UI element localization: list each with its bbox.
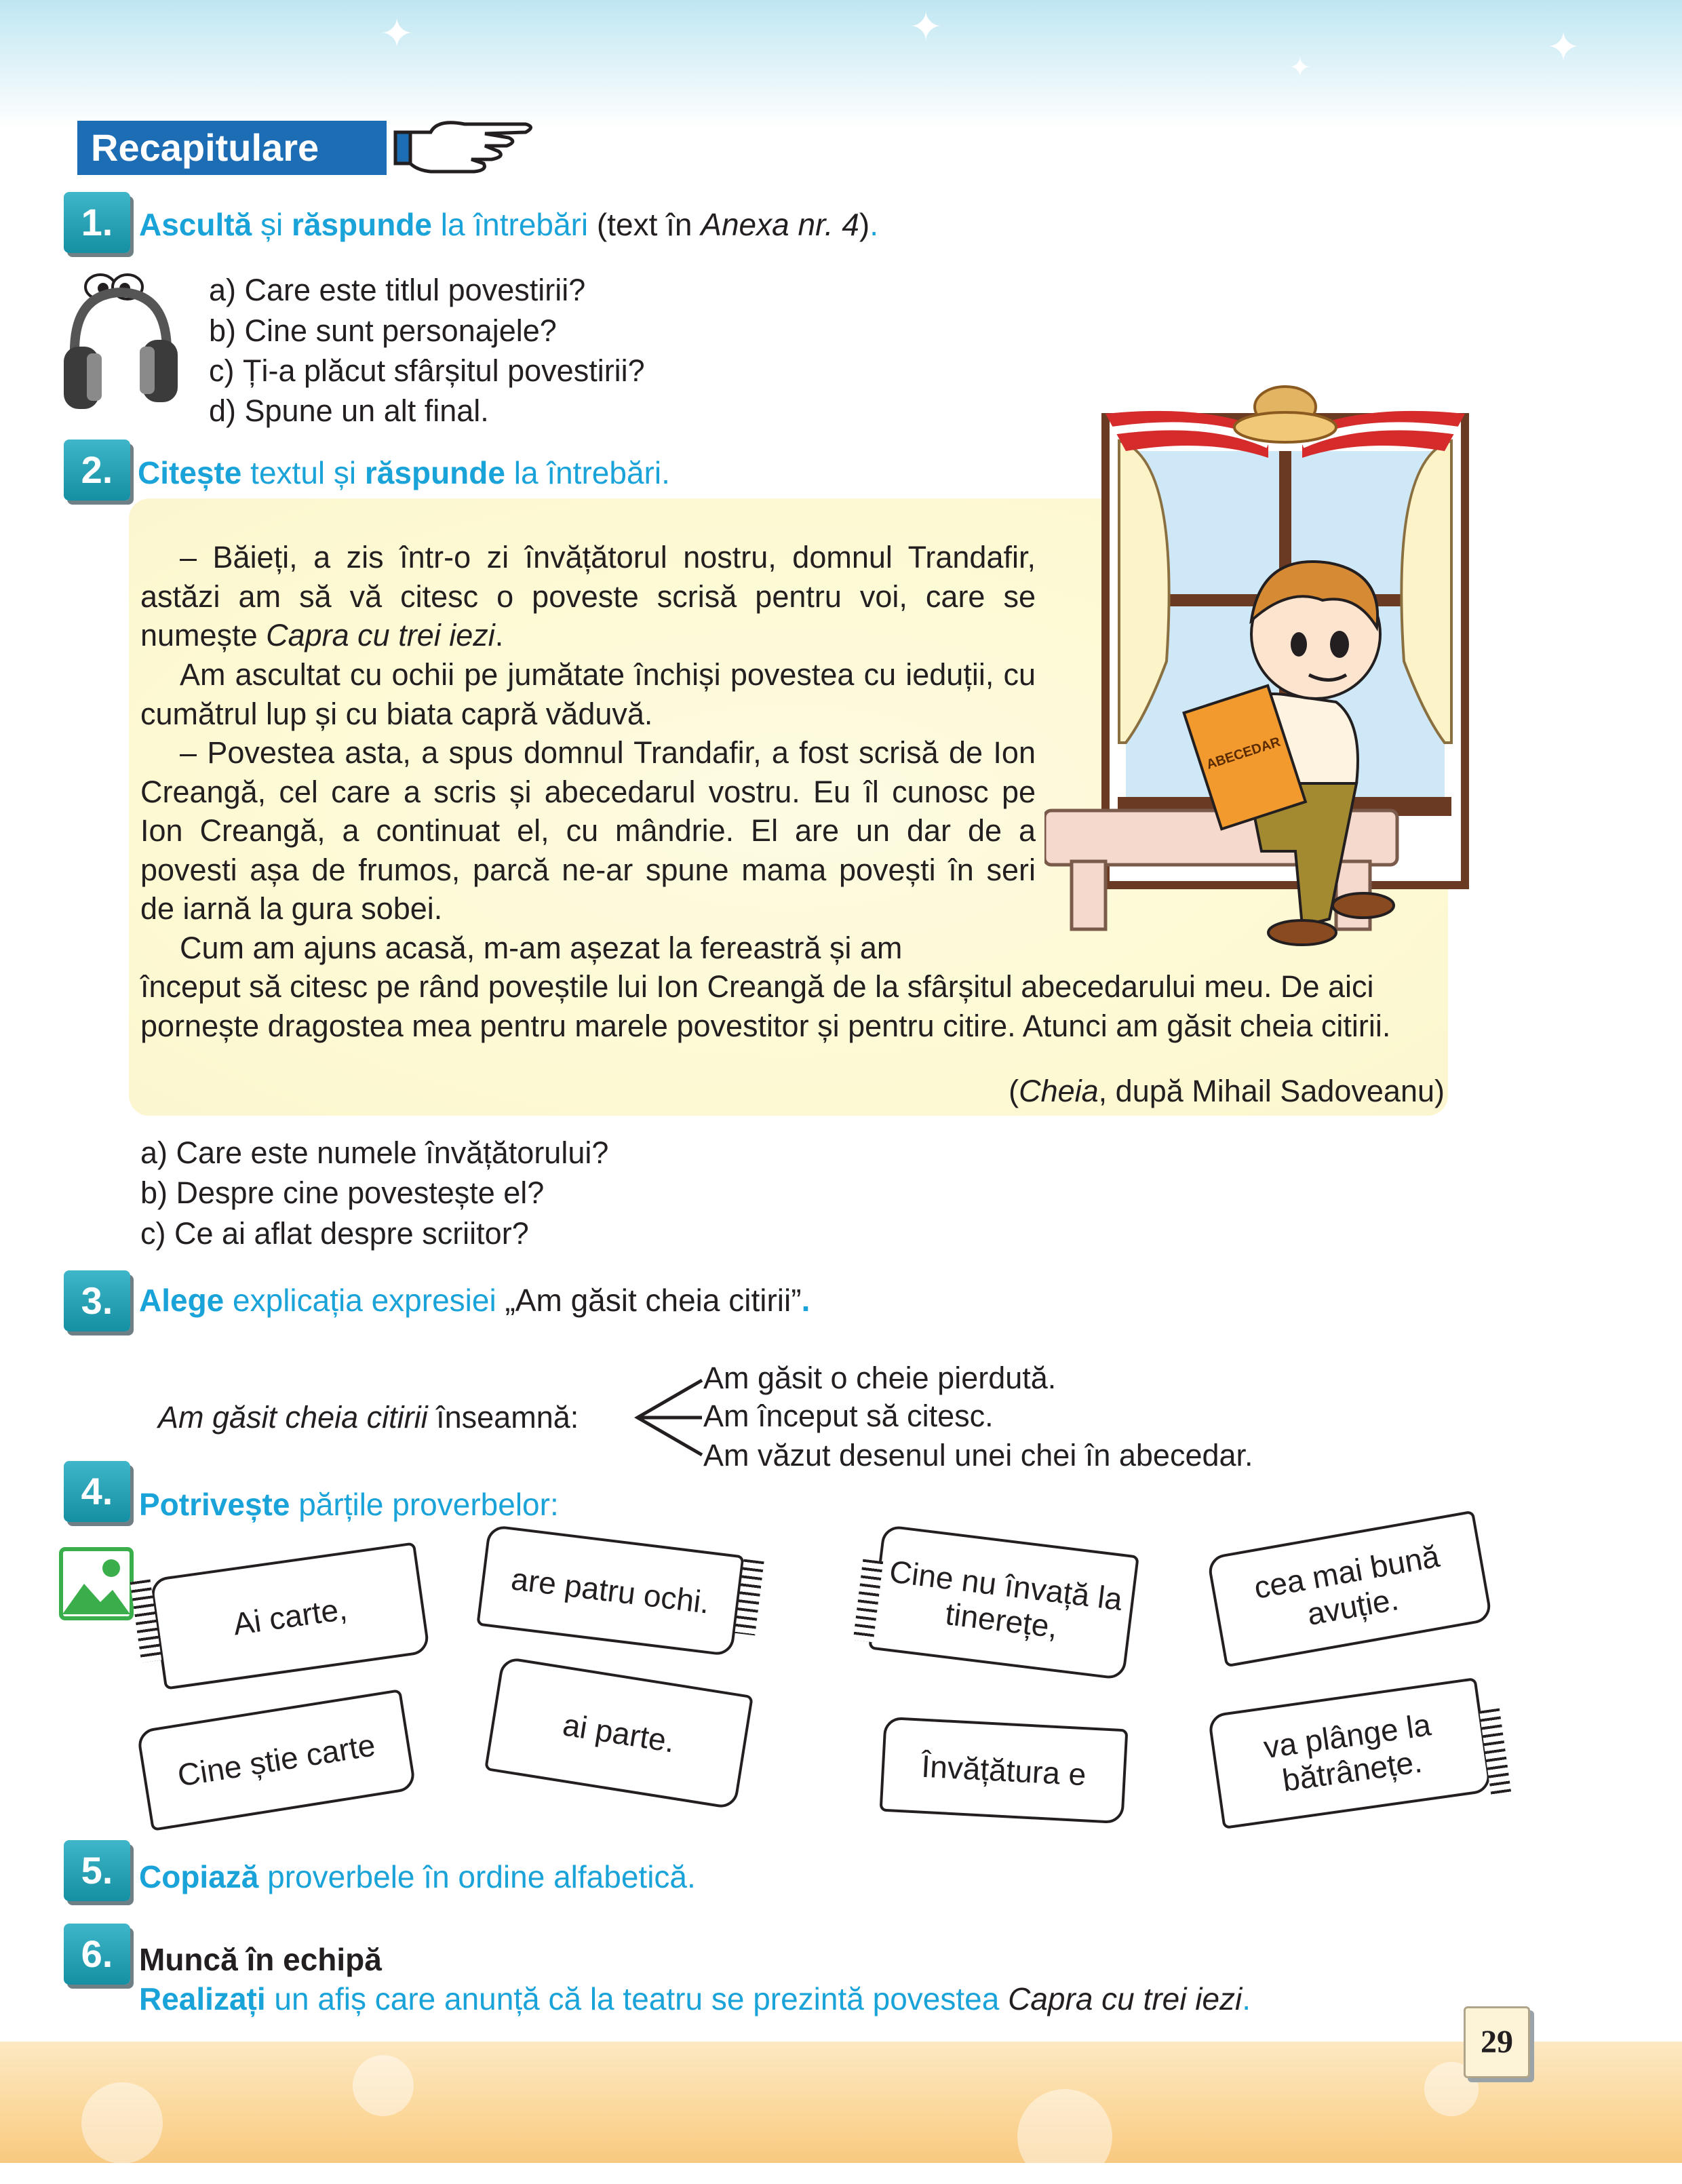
branch-arrow-icon [631, 1370, 705, 1465]
expression-label: Am găsit cheia citirii înseamnă: [158, 1400, 579, 1435]
proverb-card[interactable]: are patru ochi. [476, 1524, 744, 1656]
exercise-5-instruction: Copiază proverbele în ordine alfabetică. [139, 1859, 696, 1894]
exercise-number: 5. [64, 1840, 130, 1901]
question-item: a) Care este numele învățătorului? [140, 1135, 609, 1170]
exercise-number: 1. [64, 192, 130, 253]
exercise-4-instruction: Potrivește părțile proverbelor: [139, 1487, 559, 1522]
exercise-number: 4. [64, 1461, 130, 1522]
exercise-number: 6. [64, 1924, 130, 1985]
answer-option: Am găsit o cheie pierdută. [703, 1361, 1057, 1395]
sparkle-icon: ✦ [909, 4, 943, 50]
sparkle-icon: ✦ [1546, 24, 1581, 70]
question-item: b) Despre cine povestește el? [140, 1175, 545, 1210]
proverb-card[interactable]: cea mai bună avuție. [1207, 1510, 1493, 1668]
headphones-icon [60, 267, 182, 412]
proverb-card[interactable]: Cine nu învață la tinerețe, [868, 1525, 1139, 1681]
story-source: (Cheia, după Mihail Sadoveanu) [1009, 1074, 1445, 1108]
page-number: 29 [1464, 2006, 1530, 2078]
answer-option: Am început să citesc. [703, 1399, 994, 1433]
exercise-6-instruction: Realizați un afiș care anunță că la teatru se prezintă povestea Capra cu trei iezi. [139, 1981, 1251, 2016]
proverb-card[interactable]: ai parte. [484, 1656, 754, 1810]
section-title-edge [346, 121, 387, 175]
question-item: c) Ce ai aflat despre scriitor? [140, 1216, 529, 1251]
story-paragraph: Cum am ajuns acasă, m-am așezat la fereastră și am [180, 931, 903, 965]
sparkle-icon: ✦ [1289, 53, 1312, 83]
exercise-1-instruction: Ascultă și răspunde la întrebări (text în Anexa nr. 4). [139, 207, 878, 242]
exercise-3-instruction: Alege explicația expresiei „Am găsit cheia citirii”. [139, 1283, 810, 1318]
question-item: b) Cine sunt personajele? [209, 313, 557, 348]
proverb-card[interactable]: Învățătura e [880, 1717, 1129, 1825]
question-item: a) Care este titlul povestirii? [209, 273, 586, 307]
question-item: d) Spune un alt final. [209, 393, 489, 428]
svg-text:ABECEDAR: ABECEDAR [1205, 734, 1283, 773]
proverb-card[interactable]: Cine știe carte [136, 1689, 417, 1831]
question-item: c) Ți-a plăcut sfârșitul povestirii? [209, 353, 645, 388]
story-paragraph: Am ascultat cu ochii pe jumătate închiși povestea cu ieduții, cu cumătrul lup și cu biata capră văduvă. [140, 657, 1036, 731]
image-icon [58, 1546, 134, 1621]
story-paragraph: – Băieți, a zis într-o zi învățătorul nostru, domnul Trandafir, astăzi am să vă citesc o poveste scrisă pentru voi, care se numește Capra cu trei iezi. [140, 540, 1036, 652]
answer-option: Am văzut desenul unei chei în abecedar. [703, 1438, 1253, 1473]
exercise-number: 3. [64, 1270, 130, 1331]
pointing-hand-icon [390, 112, 539, 180]
sparkle-icon: ✦ [380, 11, 414, 56]
footer-background [0, 2042, 1682, 2163]
proverb-card[interactable]: va plânge la bătrânețe. [1207, 1677, 1492, 1829]
exercise-number: 2. [64, 440, 130, 501]
story-paragraph: început să citesc pe rând poveștile lui Ion Creangă de la sfârșitul abecedarului meu. De aici pornește dragostea mea pentru marele povestitor și pentru citire. Atunci am găsit cheia citirii. [140, 969, 1391, 1043]
header-background [0, 0, 1682, 129]
section-title: Recapitulare [77, 121, 349, 175]
exercise-6-title: Muncă în echipă [139, 1942, 382, 1977]
exercise-2-instruction: Citește textul și răspunde la întrebări. [138, 455, 670, 490]
proverb-card[interactable]: Ai carte, [149, 1542, 430, 1690]
boy-reading-illustration [1044, 376, 1512, 953]
story-paragraph: – Povestea asta, a spus domnul Trandafir, a fost scrisă de Ion Creangă, cel care a scris și abecedarul vostru. Eu îl cunosc pe Ion Creangă, a continuat el, cu mândrie. El are un dar de a povesti așa de frumos, parcă ne-ar spune mama povești în seri de iarnă la gura sobei. [140, 735, 1036, 926]
